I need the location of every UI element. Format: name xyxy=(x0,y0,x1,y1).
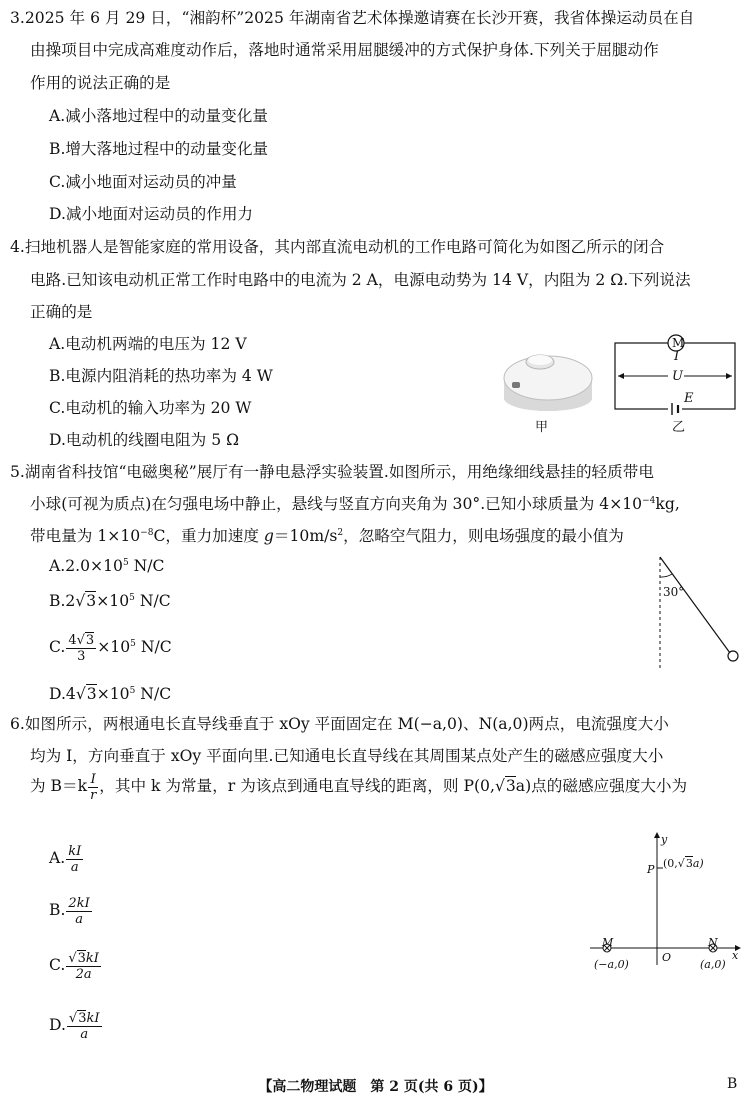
point-m-coordinates: (−a,0) xyxy=(594,958,629,971)
angle-label: 30° xyxy=(663,585,685,599)
q5-stem-line3: 带电量为 $1\times 10^{-8}C$，重力加速度 $g=10m/s^2$，忽略空气阻力，则电场强度的最小值为 xyxy=(30,527,624,545)
q3-option-b: B.增大落地过程中的动量变化量 xyxy=(49,140,269,158)
point-n-coordinates: (a,0) xyxy=(700,958,726,971)
page-footer: 【高二物理试题 第 2 页(共 6 页)】 xyxy=(258,1079,493,1095)
q4-stem-line2: 电路.已知该电动机正常工作时电路中的电流为 2 A，电源电动势为 14 V，内阻为 2 Ω.下列说法 xyxy=(30,271,691,289)
q3-stem-line1: 3.2025 年 6 月 29 日，“湘韵杯”2025 年湖南省艺术体操邀请赛在长沙开赛，我省体操运动员在自 xyxy=(10,9,695,27)
q4-option-a: A.电动机两端的电压为 12 V xyxy=(49,335,247,353)
paper-version: B xyxy=(727,1076,738,1092)
axis-x-label: x xyxy=(732,949,739,962)
q5-option-b: $B.2√3\times 10^5$ N/C xyxy=(49,592,171,610)
q6-stem-line2: 均为 I，方向垂直于 xOy 平面向里.已知通电长直导线在其周围某点处产生的磁感应强度大小 xyxy=(30,747,664,765)
q3-stem-line2: 由操项目中完成高难度动作后，落地时通常采用屈腿缓冲的方式保护身体.下列关于屈腿动作 xyxy=(30,41,659,59)
q3-option-c: C.减小地面对运动员的冲量 xyxy=(49,173,237,191)
q5-option-d: $D.4√3\times 10^5$ N/C xyxy=(49,685,172,703)
point-p-coordinates: (0,√3a) xyxy=(663,857,704,870)
q4-option-d: D.电动机的线圈电阻为 5 Ω xyxy=(49,431,240,449)
current-label: I xyxy=(674,349,680,364)
q6-option-b: B. $\frac{2kI}{a}$ xyxy=(49,895,90,927)
motor-label: M xyxy=(672,336,685,350)
q6-option-c: C. $\frac{√3kI}{2a}$ xyxy=(49,950,99,982)
q3-stem-line3: 作用的说法正确的是 xyxy=(30,74,171,92)
emf-label: E xyxy=(684,391,694,406)
figure-label-jia: 甲 xyxy=(535,420,549,435)
point-n-label: N xyxy=(708,936,718,949)
q5-option-a: $A.2.0\times 10^5$ N/C xyxy=(49,557,165,575)
q5-stem-line1: 5.湖南省科技馆“电磁奥秘”展厅有一静电悬浮实验装置.如图所示，用绝缘细线悬挂的轻质带电 xyxy=(10,463,654,481)
q6-stem-line3: 为 B＝k $\frac{I}{r}$ ，其中 k 为常量，r 为该点到通电直导线的距离，则 P(0,√3a)点的磁感应强度大小为 xyxy=(30,771,688,803)
robot-vacuum-figure xyxy=(500,338,600,433)
q4-option-c: C.电动机的输入功率为 20 W xyxy=(49,399,252,417)
q4-stem-line1: 4.扫地机器人是智能家庭的常用设备，其内部直流电动机的工作电路可简化为如图乙所示的闭合 xyxy=(10,238,665,256)
voltage-label: U xyxy=(672,369,683,384)
point-m-label: M xyxy=(602,936,614,949)
figure-label-yi: 乙 xyxy=(672,420,686,435)
axis-y-label: y xyxy=(661,833,668,846)
pendulum-figure xyxy=(650,555,745,675)
q4-option-b: B.电源内阻消耗的热功率为 4 W xyxy=(49,367,273,385)
q3-option-a: A.减小落地过程中的动量变化量 xyxy=(49,107,268,125)
q6-stem-line1: 6.如图所示，两根通电长直导线垂直于 xOy 平面固定在 M(−a,0)、N(a,0)两点，电流强度大小 xyxy=(10,715,669,733)
q3-option-d: D.减小地面对运动员的作用力 xyxy=(49,205,254,223)
q6-option-a: A. $\frac{kI}{a}$ xyxy=(49,843,82,875)
q5-option-c: C. $\frac{4√3}{3}$ $\times 10^5$ N/C xyxy=(49,632,172,664)
origin-label: O xyxy=(662,951,672,964)
point-p-label: P xyxy=(647,863,655,876)
q5-stem-line2: 小球(可视为质点)在匀强电场中静止，悬线与竖直方向夹角为 30°.已知小球质量为 $4\times 10^{-4}kg$, xyxy=(30,495,680,513)
q4-stem-line3: 正确的是 xyxy=(30,303,93,321)
q6-option-d: D. $\frac{√3kI}{a}$ xyxy=(49,1010,100,1042)
